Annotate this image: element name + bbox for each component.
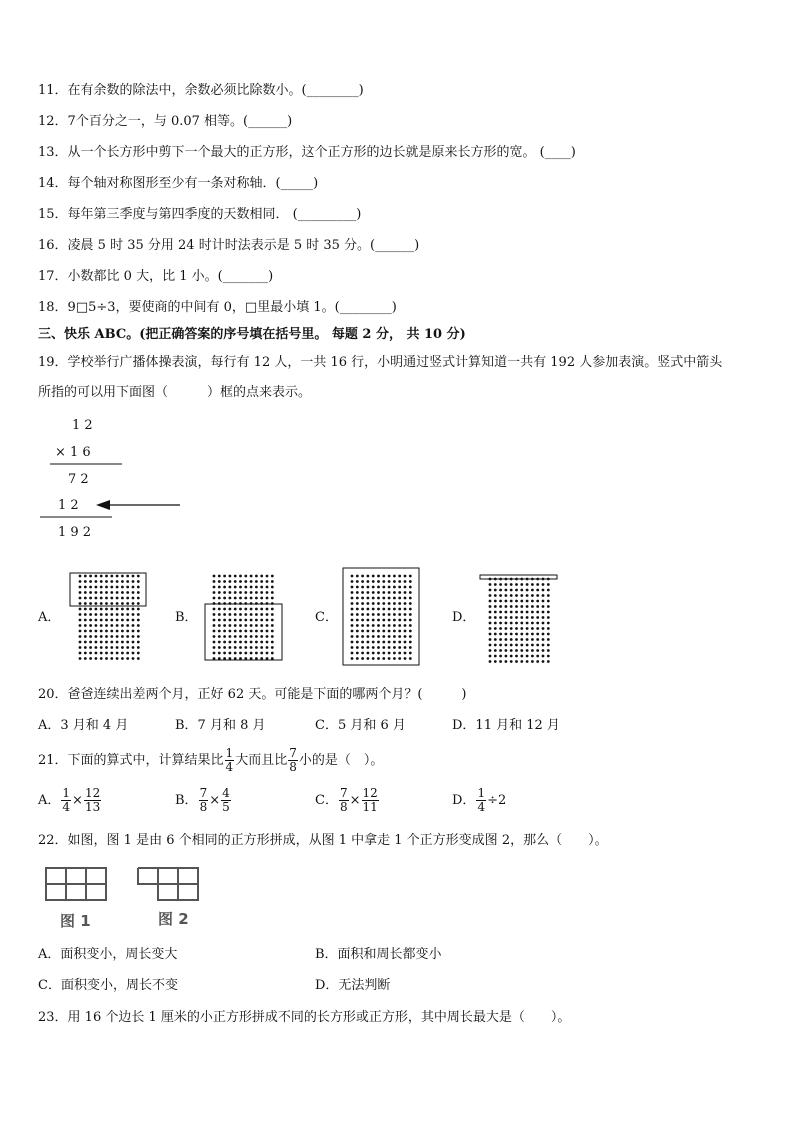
den: 8 <box>199 800 208 814</box>
question-14: 14．每个轴对称图形至少有一条对称轴．(_____) <box>38 176 319 191</box>
q20-option-a: A．3 月和 4 月 <box>38 718 129 733</box>
question-17: 17．小数都比 0 大，比 1 小。(_______) <box>38 269 274 284</box>
q22-option-c: C．面积变小，周长不变 <box>38 978 178 993</box>
den: 13 <box>84 800 101 814</box>
q22-option-b: B．面积和周长都变小 <box>315 947 442 962</box>
q21-d-op: ÷2 <box>487 793 507 808</box>
question-23: 23．用 16 个边长 1 厘米的小正方形拼成不同的长方形或正方形，其中周长最大是（ ）。 <box>38 1010 571 1025</box>
q21-a-label: A． <box>38 793 61 808</box>
question-20: 20．爸爸连续出差两个月，正好 62 天。可能是下面的哪两个月？( ) <box>38 687 467 702</box>
question-12: 12．7个百分之一，与 0.07 相等。(______) <box>38 114 293 129</box>
den: 4 <box>62 800 71 814</box>
q21-f1-den: 4 <box>225 760 234 774</box>
num: 12 <box>84 786 101 800</box>
question-18: 18．9□5÷3，要使商的中间有 0，□里最小填 1。(________) <box>38 300 397 315</box>
den: 5 <box>222 800 230 814</box>
q21-f1-num: 1 <box>225 746 234 760</box>
q19-option-a: A． <box>38 610 61 625</box>
question-13: 13．从一个长方形中剪下一个最大的正方形，这个正方形的边长就是原来长方形的宽。 (____) <box>38 145 576 160</box>
vm-top: 1 2 <box>72 418 93 433</box>
figure-1 <box>46 868 106 900</box>
q20-option-b: B．7 月和 8 月 <box>175 718 266 733</box>
num: 4 <box>222 786 230 800</box>
question-19-line2: 所指的可以用下面图（ ）框的点来表示。 <box>38 385 312 400</box>
figure-1-label: 图 1 <box>60 912 91 930</box>
q22-option-d: D．无法判断 <box>315 978 391 993</box>
num: 1 <box>62 786 71 800</box>
q21-b-op: × <box>209 793 221 808</box>
q21-c-label: C． <box>315 793 338 808</box>
q20-option-d: D．11 月和 12 月 <box>452 718 560 733</box>
q21-d-label: D． <box>452 793 476 808</box>
num: 7 <box>339 786 348 800</box>
num: 7 <box>199 786 208 800</box>
section-3-heading: 三、快乐 ABC。(把正确答案的序号填在括号里。 每题 2 分， 共 10 分) <box>38 327 466 342</box>
vm-partial-2: 1 2 <box>58 498 79 513</box>
den: 11 <box>362 800 378 814</box>
q19-option-d: D． <box>452 610 476 625</box>
q21-prefix: 21．下面的算式中，计算结果比 <box>38 753 224 768</box>
vm-partial-1: 7 2 <box>68 472 89 487</box>
q19-option-c: C． <box>315 610 338 625</box>
q22-option-a: A．面积变小，周长变大 <box>38 947 178 962</box>
q19-option-b: B． <box>175 610 198 625</box>
num: 1 <box>477 786 486 800</box>
q21-a-op: × <box>72 793 83 808</box>
den: 4 <box>477 800 486 814</box>
question-19-line1: 19．学校举行广播体操表演，每行有 12 人，一共 16 行，小明通过竖式计算知道一共有 192 人参加表演。竖式中箭头 <box>38 355 723 370</box>
q21-mid: 大而且比 <box>235 753 288 768</box>
q21-b-label: B． <box>175 793 198 808</box>
question-11: 11．在有余数的除法中，余数必须比除数小。(________) <box>38 83 364 98</box>
question-16: 16．凌晨 5 时 35 分用 24 时计时法表示是 5 时 35 分。(______) <box>38 238 420 253</box>
q21-f2-num: 7 <box>289 746 297 760</box>
question-15: 15．每年第三季度与第四季度的天数相同． (_________) <box>38 207 362 222</box>
question-22: 22．如图，图 1 是由 6 个相同的正方形拼成，从图 1 中拿走 1 个正方形变成图 2，那么（ ）。 <box>38 833 608 848</box>
q21-c-op: × <box>349 793 361 808</box>
q20-option-c: C．5 月和 6 月 <box>315 718 406 733</box>
num: 12 <box>362 786 378 800</box>
figure-2-label: 图 2 <box>158 910 189 928</box>
vm-result: 1 9 2 <box>58 525 92 540</box>
figure-2 <box>138 868 198 900</box>
den: 8 <box>339 800 348 814</box>
q21-suffix: 小的是（ ）。 <box>298 753 384 768</box>
q21-f2-den: 8 <box>289 760 297 774</box>
vm-multiplier: × 1 6 <box>55 445 91 460</box>
